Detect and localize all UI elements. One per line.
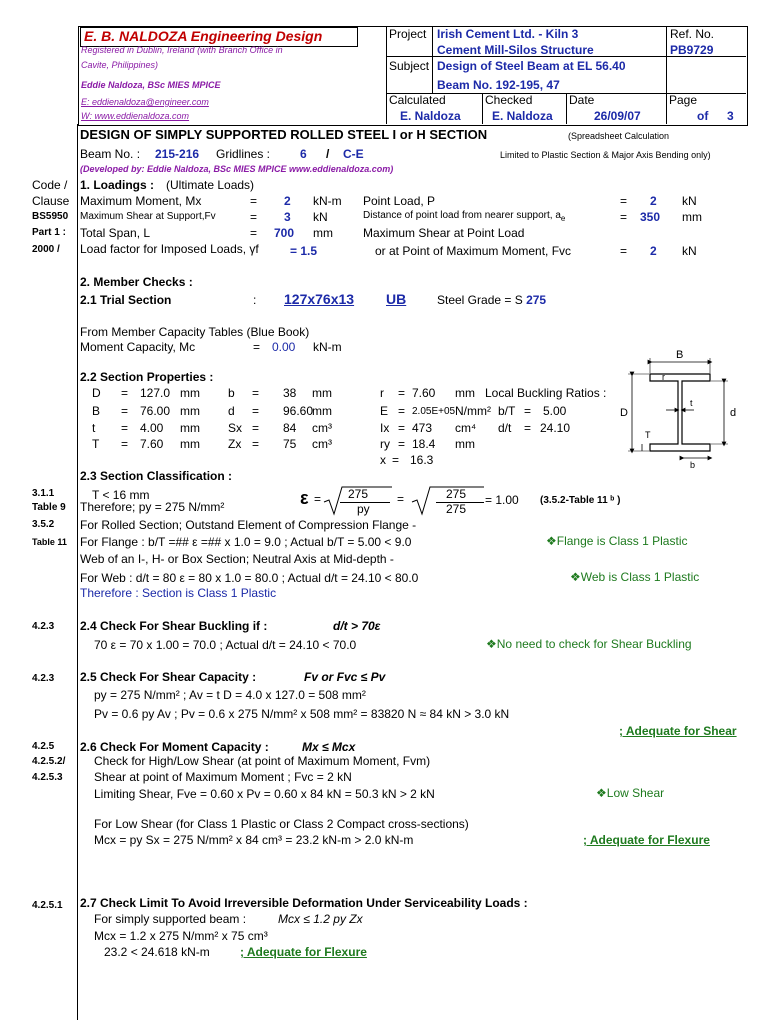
developed-by: (Developed by: Eddie Naldoza, BSc MIES MPICE www.eddienaldoza.com)	[80, 164, 394, 174]
loadings-sub: (Ultimate Loads)	[166, 178, 255, 192]
props-cell-r0-c3: mm	[180, 386, 200, 400]
props-cell-r1-c7: mm	[312, 404, 332, 418]
frac2-num: 275	[446, 487, 467, 501]
title-limit: Limited to Plastic Section & Major Axis Bending only)	[500, 150, 711, 160]
frac1-den: py	[357, 502, 370, 516]
props-cell-r1-c9: =	[398, 404, 406, 418]
load-factor-label: Load factor for Imposed Loads, γf	[80, 242, 259, 256]
clause-311: 3.1.1	[32, 488, 55, 499]
props-cell-r1-c10: 2.05E+05	[412, 406, 456, 417]
props-cell-r2-c10: 473	[412, 421, 433, 435]
project-line-1: Irish Cement Ltd. - Kiln 3	[437, 27, 579, 41]
flange-result: ❖Flange is Class 1 Plastic	[546, 534, 688, 548]
point-load-unit: kN	[682, 194, 697, 208]
moment-cap-line-3: Limiting Shear, Fve = 0.60 x Pv = 0.60 x 84 kN = 50.3 kN > 2 kN	[94, 787, 435, 801]
engineer-name: Eddie Naldoza, BSc MIES MPICE	[81, 80, 221, 90]
i-section-diagram	[618, 348, 758, 473]
grid-sep: /	[326, 147, 330, 161]
clause-table9: Table 9	[32, 502, 66, 513]
web-result-text: Web is Class 1 Plastic	[580, 570, 700, 584]
max-shear-label: Maximum Shear at Point Load	[363, 226, 525, 240]
props-cell-r2-c8: Ix	[380, 421, 390, 435]
fvc-unit: kN	[682, 244, 697, 258]
title-sub: (Spreadsheet Calculation	[568, 131, 670, 141]
member-heading: 2. Member Checks :	[80, 275, 193, 289]
ae-label	[363, 210, 565, 223]
diagram-label-b: b	[690, 460, 696, 470]
frac2-den: 275	[446, 502, 467, 516]
props-cell-r3-c10: 18.4	[412, 437, 436, 451]
code-1: Code /	[32, 178, 68, 192]
lbr-label: Local Buckling Ratios :	[485, 386, 607, 400]
t-line: T < 16 mm	[92, 488, 150, 502]
class-heading: 2.3 Section Classification :	[80, 469, 233, 483]
grid-1: 6	[300, 147, 307, 161]
props-cell-r3-c0: T	[92, 437, 100, 451]
ae-value: 350	[640, 210, 661, 224]
frac-eq: =	[397, 492, 405, 506]
moment-cap-line-2: Shear at point of Maximum Moment ; Fvc = 2 kN	[94, 770, 352, 784]
shear-buckling-result: ❖No need to check for Shear Buckling	[486, 637, 692, 651]
props-cell-r3-c2: 7.60	[140, 437, 164, 451]
point-load-label: Point Load, P	[363, 194, 436, 208]
grade-label-text: Steel Grade = S	[437, 293, 523, 307]
beam-value: 215-216	[155, 147, 200, 161]
loadings-heading: 1. Loadings :	[80, 178, 155, 192]
mc-unit: kN-m	[313, 340, 342, 354]
fvc-value: 2	[650, 244, 657, 258]
props-cell-r3-c3: mm	[180, 437, 200, 451]
date-value: 26/09/07	[594, 109, 641, 123]
deform-heading: 2.7 Check Limit To Avoid Irreversible Deformation Under Serviceability Loads :	[80, 896, 528, 910]
props-cell-r2-c9: =	[398, 421, 406, 435]
epsilon-eq: =	[314, 492, 322, 506]
trial-heading: 2.1 Trial Section	[80, 293, 172, 307]
shear-cap-heading: 2.5 Check For Shear Capacity :	[80, 670, 257, 684]
props-cell-r0-c2: 127.0	[140, 386, 171, 400]
code-3: BS5950	[32, 211, 69, 222]
page-label: Page	[669, 93, 698, 107]
company-name: E. B. NALDOZA Engineering Design	[84, 28, 323, 44]
mx-label: Maximum Moment, Mx	[80, 194, 202, 208]
props-cell-r1-c11: N/mm²	[455, 404, 491, 418]
shear-buckling-line: 70 ε = 70 x 1.00 = 70.0 ; Actual d/t = 24.10 < 70.0	[94, 638, 357, 652]
grade-value: 275	[526, 293, 547, 307]
fvc-eq: =	[620, 244, 628, 258]
props-cell-r2-c0: t	[92, 421, 96, 435]
web-desc: Web of an I-, H- or Box Section; Neutral Axis at Mid-depth -	[80, 552, 394, 566]
mx-eq: =	[250, 194, 258, 208]
bt-label: b/T	[498, 404, 516, 418]
props-cell-r2-c11: cm⁴	[455, 421, 477, 435]
low-shear-result: ❖Low Shear	[596, 786, 665, 800]
epsilon-ref: (3.5.2-Table 11 ᵇ )	[540, 495, 621, 506]
page-of: of	[697, 109, 709, 123]
deform-result: ; Adequate for Flexure	[240, 945, 367, 959]
registered-text: Registered in Dublin, Ireland (with Branch Office in	[81, 45, 283, 55]
shear-cap-line-2: Pv = 0.6 py Av ; Pv = 0.6 x 275 N/mm² x 508 mm² = 83820 N ≈ 84 kN > 3.0 kN	[94, 707, 510, 721]
ae-unit: mm	[682, 210, 702, 224]
subject-line-2: Beam No. 192-195, 47	[437, 78, 560, 92]
x-eq: =	[392, 453, 400, 467]
grade-label	[437, 293, 546, 307]
props-cell-r3-c9: =	[398, 437, 406, 451]
diagram-label-t: t	[690, 398, 693, 408]
clause-423a: 4.2.3	[32, 621, 55, 632]
fv-unit: kN	[313, 210, 328, 224]
class-therefore: Therefore : Section is Class 1 Plastic	[80, 586, 277, 600]
shear-buckling-result-text: No need to check for Shear Buckling	[496, 637, 692, 651]
props-cell-r3-c4: Zx	[228, 437, 242, 451]
moment-cap-line-1: Check for High/Low Shear (at point of Maximum Moment, Fvm)	[94, 754, 431, 768]
shear-cap-line-1: py = 275 N/mm² ; Av = t D = 4.0 x 127.0 = 508 mm²	[94, 688, 366, 702]
page-total: 3	[727, 109, 734, 123]
code-4: Part 1 :	[32, 227, 66, 238]
props-cell-r2-c7: cm³	[312, 421, 332, 435]
props-cell-r0-c1: =	[121, 386, 129, 400]
load-factor-value: = 1.5	[290, 244, 318, 258]
fvc-label: or at Point of Maximum Moment, Fvc	[375, 244, 572, 258]
flange-result-text: Flange is Class 1 Plastic	[556, 534, 688, 548]
epsilon-result: = 1.00	[485, 493, 519, 507]
span-value: 700	[274, 226, 295, 240]
diagram-label-r: r	[662, 372, 665, 382]
span-eq: =	[250, 226, 258, 240]
span-label: Total Span, L	[80, 226, 151, 240]
checked-label: Checked	[485, 93, 533, 107]
props-cell-r0-c4: b	[228, 386, 235, 400]
project-line-2: Cement Mill-Silos Structure	[437, 43, 594, 57]
ref-label: Ref. No.	[670, 27, 715, 41]
props-cell-r3-c6: 75	[283, 437, 297, 451]
section-type: UB	[386, 291, 407, 307]
bt-value: 5.00	[543, 404, 567, 418]
shear-cap-cond: Fv or Fvc ≤ Pv	[304, 670, 386, 684]
grid-label: Gridlines :	[216, 147, 271, 161]
moment-cap-result: ; Adequate for Flexure	[583, 833, 710, 847]
py-line: Therefore; py = 275 N/mm²	[80, 500, 225, 514]
clause-4252: 4.2.5.2/	[32, 756, 66, 767]
props-cell-r3-c1: =	[121, 437, 129, 451]
code-2: Clause	[32, 194, 70, 208]
props-cell-r3-c7: cm³	[312, 437, 332, 451]
props-cell-r1-c1: =	[121, 404, 129, 418]
clause-4251: 4.2.5.1	[32, 900, 63, 911]
web-result: ❖Web is Class 1 Plastic	[570, 570, 700, 584]
props-cell-r0-c7: mm	[312, 386, 332, 400]
props-cell-r0-c9: =	[398, 386, 406, 400]
epsilon-symbol: ε	[300, 488, 309, 508]
props-cell-r1-c5: =	[252, 404, 260, 418]
point-load-value: 2	[650, 194, 657, 208]
mc-value: 0.00	[272, 340, 296, 354]
props-cell-r2-c4: Sx	[228, 421, 243, 435]
props-cell-r1-c3: mm	[180, 404, 200, 418]
clause-425: 4.2.5	[32, 741, 55, 752]
mx-value: 2	[284, 194, 291, 208]
i-section-shape	[650, 374, 710, 451]
ae-label-text: Distance of point load from nearer support, a	[363, 210, 561, 221]
props-cell-r1-c4: d	[228, 404, 235, 418]
props-cell-r3-c5: =	[252, 437, 260, 451]
moment-cap-line-5: Mcx = py Sx = 275 N/mm² x 84 cm³ = 23.2 kN-m > 2.0 kN-m	[94, 833, 414, 847]
props-cell-r3-c8: ry	[380, 437, 390, 451]
props-cell-r0-c0: D	[92, 386, 101, 400]
props-heading: 2.2 Section Properties :	[80, 370, 214, 384]
web-check: For Web : d/t = 80 ε = 80 x 1.0 = 80.0 ; Actual d/t = 24.10 < 80.0	[80, 571, 419, 585]
fv-label: Maximum Shear at Support,Fv	[80, 211, 216, 222]
deform-line-3: 23.2 < 24.618 kN-m	[104, 945, 210, 959]
trial-colon: :	[253, 293, 257, 307]
dt-label: d/t	[498, 421, 512, 435]
mc-label: Moment Capacity, Mc	[80, 340, 196, 354]
diagram-label-T: T	[645, 430, 651, 440]
ae-label-sub: e	[560, 214, 566, 223]
shear-buckling-heading: 2.4 Check For Shear Buckling if :	[80, 619, 268, 633]
props-cell-r1-c8: E	[380, 404, 389, 418]
props-cell-r0-c6: 38	[283, 386, 297, 400]
deform-line-1: For simply supported beam :	[94, 912, 247, 926]
moment-cap-cond: Mx ≤ Mcx	[302, 740, 356, 754]
shear-cap-result: ; Adequate for Shear	[619, 724, 737, 738]
date-label: Date	[569, 93, 595, 107]
moment-cap-heading: 2.6 Check For Moment Capacity :	[80, 740, 269, 754]
point-load-eq: =	[620, 194, 628, 208]
props-cell-r1-c2: 76.00	[140, 404, 171, 418]
clause-423b: 4.2.3	[32, 673, 55, 684]
props-cell-r2-c6: 84	[283, 421, 297, 435]
flange-check: For Flange : b/T =## ε =## x 1.0 = 9.0 ; Actual b/T = 5.00 < 9.0	[80, 535, 412, 549]
subject-label: Subject	[389, 59, 430, 73]
props-cell-r0-c10: 7.60	[412, 386, 436, 400]
clause-352: 3.5.2	[32, 519, 55, 530]
props-cell-r2-c5: =	[252, 421, 260, 435]
mc-eq: =	[253, 340, 261, 354]
deform-line-2: Mcx = 1.2 x 275 N/mm² x 75 cm³	[94, 929, 268, 943]
props-cell-r2-c3: mm	[180, 421, 200, 435]
calculated-label: Calculated	[389, 93, 446, 107]
ref-value: PB9729	[670, 43, 714, 57]
project-label: Project	[389, 27, 427, 41]
rolled-desc: For Rolled Section; Outstand Element of Compression Flange -	[80, 518, 417, 532]
frac1-num: 275	[348, 487, 369, 501]
mx-unit: kN-m	[313, 194, 342, 208]
bt-eq: =	[524, 404, 532, 418]
web-link[interactable]: W: www.eddienaldoza.com	[81, 111, 190, 121]
props-cell-r1-c0: B	[92, 404, 101, 418]
grid-2: C-E	[343, 147, 364, 161]
diagram-label-D: D	[620, 407, 628, 419]
deform-formula: Mcx ≤ 1.2 py Zx	[278, 912, 363, 926]
shear-buckling-cond: d/t > 70ε	[333, 619, 381, 633]
x-label: x	[380, 453, 386, 467]
fv-eq: =	[250, 210, 258, 224]
props-cell-r2-c1: =	[121, 421, 129, 435]
props-cell-r0-c5: =	[252, 386, 260, 400]
clause-table11: Table 11	[32, 537, 67, 547]
calculated-value: E. Naldoza	[400, 109, 461, 123]
margin-line	[77, 124, 78, 1020]
checked-value: E. Naldoza	[492, 109, 553, 123]
diagram-label-d: d	[730, 407, 737, 419]
email-link[interactable]: E: eddienaldoza@engineer.com	[81, 97, 209, 107]
moment-cap-line-4: For Low Shear (for Class 1 Plastic or Class 2 Compact cross-sections)	[94, 817, 469, 831]
section-value: 127x76x13	[284, 291, 355, 307]
props-cell-r1-c6: 96.60	[283, 404, 314, 418]
x-value: 16.3	[410, 453, 434, 467]
props-cell-r0-c8: r	[380, 386, 384, 400]
tables-note: From Member Capacity Tables (Blue Book)	[80, 325, 310, 339]
span-unit: mm	[313, 226, 333, 240]
props-cell-r2-c2: 4.00	[140, 421, 164, 435]
props-cell-r0-c11: mm	[455, 386, 475, 400]
page-title: DESIGN OF SIMPLY SUPPORTED ROLLED STEEL I or H SECTION	[80, 127, 488, 142]
clause-4253: 4.2.5.3	[32, 772, 63, 783]
fv-value: 3	[284, 210, 291, 224]
registered-text-2: Cavite, Philippines)	[81, 60, 159, 70]
ae-eq: =	[620, 210, 628, 224]
subject-line-1: Design of Steel Beam at EL 56.40	[437, 59, 626, 73]
props-cell-r3-c11: mm	[455, 437, 475, 451]
diagram-label-B: B	[676, 349, 684, 361]
beam-label: Beam No. :	[80, 147, 141, 161]
code-5: 2000 /	[32, 244, 60, 255]
dt-eq: =	[524, 421, 532, 435]
low-shear-result-text: Low Shear	[606, 786, 665, 800]
dt-value: 24.10	[540, 421, 571, 435]
